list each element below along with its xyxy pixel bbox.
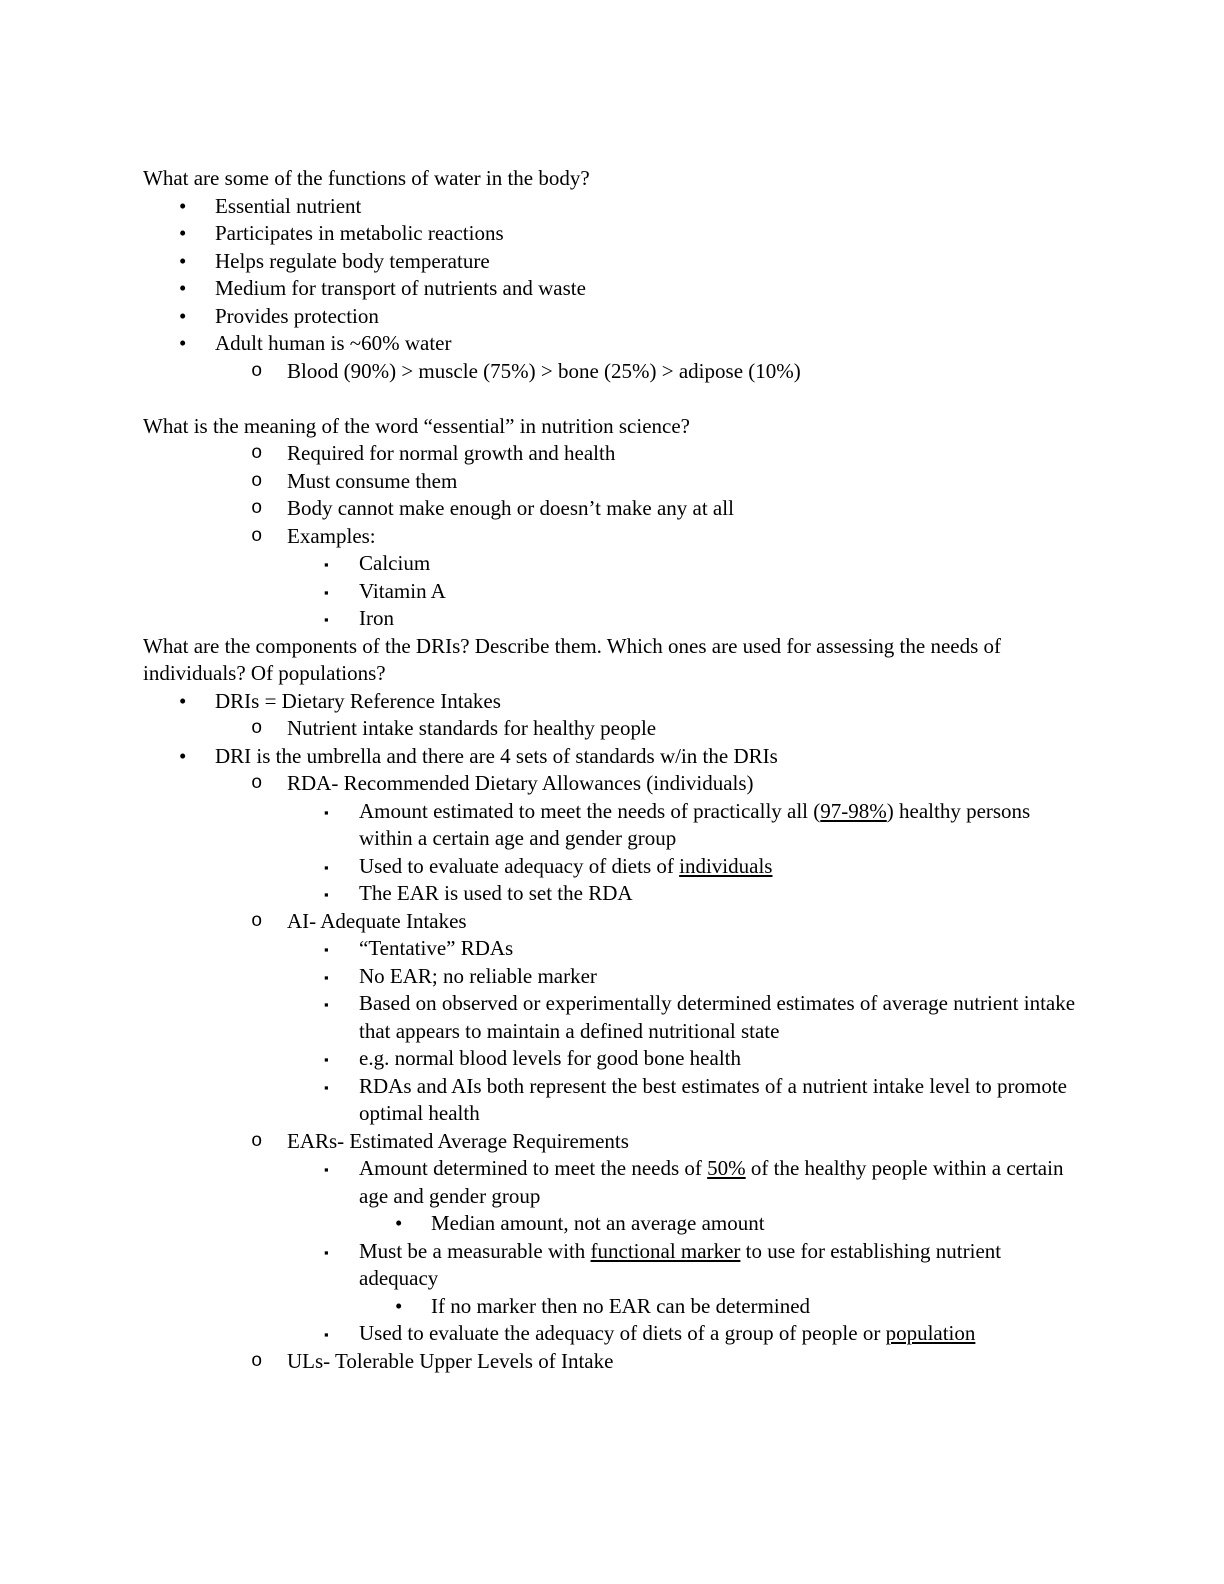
text-segment: ) healthy persons within a certain age and gender group: [359, 798, 1031, 850]
text-segment: Iron: [359, 606, 394, 630]
list-item: [143, 688, 1080, 716]
list-item-text: [143, 166, 590, 190]
underlined-text: population: [885, 1321, 976, 1345]
question-heading: [143, 165, 1080, 193]
underlined-text: individuals: [679, 853, 773, 878]
list-item-text: [287, 1129, 629, 1153]
list-item-text: [431, 1211, 765, 1235]
list-item-text: [215, 304, 379, 328]
list-item: [143, 1128, 1080, 1156]
dot-bullet-icon: •: [179, 303, 187, 328]
dot-bullet-icon: •: [179, 331, 187, 355]
square-bullet-icon: ▪: [324, 887, 329, 902]
list-item: [143, 798, 1080, 853]
text-segment: AI- Adequate Intakes: [287, 908, 467, 933]
list-item: [143, 358, 1080, 386]
text-segment: Vitamin A: [359, 578, 446, 603]
text-segment: DRI is the umbrella and there are 4 sets of standards w/in the DRIs: [215, 743, 778, 768]
dot-bullet-icon: •: [179, 688, 187, 713]
blank-line: [143, 385, 1080, 413]
list-item-text: [287, 771, 754, 795]
list-item-text: [359, 1156, 1063, 1208]
list-item-text: [359, 854, 772, 878]
question-heading: [143, 413, 1080, 441]
list-item: [143, 248, 1080, 276]
list-item-text: [359, 964, 597, 988]
underlined-text: 97-98%: [820, 798, 887, 823]
text-segment: Essential nutrient: [215, 193, 362, 218]
dot-bullet-icon: •: [179, 221, 187, 245]
list-item: [143, 220, 1080, 248]
text-segment: to use for establishing nutrient adequacy: [359, 1238, 1002, 1290]
list-item-text: [359, 1046, 741, 1070]
list-item-text: [359, 881, 633, 905]
circle-o-bullet-icon: o: [251, 772, 263, 794]
square-bullet-icon: ▪: [324, 1244, 329, 1260]
circle-o-bullet-icon: o: [251, 717, 263, 739]
text-segment: Examples:: [287, 523, 376, 548]
text-segment: Medium for transport of nutrients and waste: [215, 276, 586, 300]
dot-bullet-icon: •: [179, 248, 187, 273]
text-segment: Adult human is ~60% water: [215, 331, 452, 355]
question-heading: [143, 633, 1080, 688]
list-item-text: [287, 441, 615, 465]
text-segment: What are the components of the DRIs? Describe them. Which ones are used for assessing the needs of individuals? Of populations?: [143, 633, 1002, 685]
list-item: [143, 330, 1080, 358]
list-item: [143, 963, 1080, 991]
text-segment: Required for normal growth and health: [287, 441, 616, 465]
circle-o-bullet-icon: o: [251, 909, 263, 932]
text-segment: e.g. normal blood levels for good bone health: [359, 1046, 741, 1070]
list-item: [143, 743, 1080, 771]
list-item-text: [359, 579, 446, 603]
text-segment: Used to evaluate the adequacy of diets of a group of people or: [359, 1321, 886, 1345]
text-segment: Provides protection: [215, 303, 379, 328]
list-item: [143, 578, 1080, 606]
list-item: [143, 1073, 1080, 1128]
list-item-text: [359, 1074, 1067, 1126]
list-item: [143, 440, 1080, 468]
list-item: [143, 770, 1080, 798]
list-item: [143, 908, 1080, 936]
circle-o-bullet-icon: o: [251, 524, 263, 547]
square-bullet-icon: ▪: [324, 804, 329, 820]
list-item-text: [359, 1239, 1001, 1291]
list-item: [143, 275, 1080, 303]
list-item-text: [143, 634, 1001, 686]
text-segment: DRIs = Dietary Reference Intakes: [215, 688, 501, 713]
underlined-text: functional marker: [590, 1238, 741, 1263]
circle-o-bullet-icon: o: [251, 1129, 263, 1152]
text-segment: No EAR; no reliable marker: [359, 963, 597, 988]
list-item-text: [359, 551, 430, 575]
text-segment: Median amount, not an average amount: [431, 1211, 765, 1235]
circle-o-bullet-icon: o: [251, 497, 263, 519]
square-bullet-icon: ▪: [324, 997, 329, 1012]
text-segment: The EAR is used to set the RDA: [359, 881, 633, 905]
list-item-text: [215, 276, 586, 300]
list-item: [143, 495, 1080, 523]
text-segment: of the healthy people within a certain age and gender group: [359, 1156, 1064, 1208]
text-segment: Used to evaluate adequacy of diets of: [359, 853, 680, 878]
square-bullet-icon: ▪: [324, 969, 329, 985]
list-item-text: [359, 991, 1075, 1043]
list-item-text: [215, 331, 452, 355]
circle-o-bullet-icon: o: [251, 359, 263, 382]
list-item-text: [359, 799, 1030, 851]
list-item: [143, 1238, 1080, 1293]
text-segment: If no marker then no EAR can be determined: [431, 1293, 811, 1318]
list-item: [143, 1293, 1080, 1321]
list-item-text: [215, 194, 361, 218]
list-item: [143, 523, 1080, 551]
text-segment: RDAs and AIs both represent the best estimates of a nutrient intake level to promote optimal health: [359, 1073, 1067, 1125]
dot-bullet-icon: •: [395, 1211, 403, 1235]
text-segment: Amount determined to meet the needs of: [359, 1156, 708, 1180]
list-item-text: [287, 909, 467, 933]
list-item: [143, 193, 1080, 221]
list-item: [143, 990, 1080, 1045]
text-segment: RDA- Recommended Dietary Allowances (individuals): [287, 771, 754, 795]
list-item: [143, 1045, 1080, 1073]
list-item: [143, 1320, 1080, 1348]
square-bullet-icon: ▪: [324, 942, 329, 957]
text-segment: What is the meaning of the word “essential” in nutrition science?: [143, 413, 690, 438]
circle-o-bullet-icon: o: [251, 442, 263, 464]
text-segment: Amount estimated to meet the needs of practically all (: [359, 798, 821, 823]
list-item: [143, 1348, 1080, 1376]
list-item-text: [359, 1321, 975, 1345]
text-segment: Participates in metabolic reactions: [215, 221, 504, 245]
text-segment: Calcium: [359, 551, 431, 575]
list-item-text: [431, 1294, 810, 1318]
text-segment: Helps regulate body temperature: [215, 248, 490, 273]
text-segment: ULs- Tolerable Upper Levels of Intake: [287, 1348, 614, 1373]
text-segment: Nutrient intake standards for healthy people: [287, 716, 657, 740]
list-item-text: [287, 1349, 613, 1373]
text-segment: “Tentative” RDAs: [359, 936, 514, 960]
text-segment: EARs- Estimated Average Requirements: [287, 1128, 629, 1153]
list-item-text: [215, 744, 778, 768]
list-item-text: [287, 469, 457, 493]
square-bullet-icon: ▪: [324, 1052, 329, 1067]
square-bullet-icon: ▪: [324, 612, 329, 627]
list-item-text: [359, 606, 394, 630]
dot-bullet-icon: •: [179, 276, 187, 300]
list-item: [143, 1155, 1080, 1210]
square-bullet-icon: ▪: [324, 557, 329, 572]
text-segment: Must be a measurable with: [359, 1238, 591, 1263]
list-item-text: [215, 221, 504, 245]
list-item: [143, 935, 1080, 963]
circle-o-bullet-icon: o: [251, 1349, 263, 1372]
list-item: [143, 880, 1080, 908]
dot-bullet-icon: •: [179, 743, 187, 768]
list-item-text: [287, 524, 376, 548]
list-item-text: [215, 689, 501, 713]
list-item: [143, 1210, 1080, 1238]
list-item: [143, 468, 1080, 496]
text-segment: What are some of the functions of water in the body?: [143, 166, 590, 190]
circle-o-bullet-icon: o: [251, 469, 263, 492]
list-item-text: [215, 249, 490, 273]
list-item: [143, 853, 1080, 881]
text-segment: Must consume them: [287, 468, 458, 493]
dot-bullet-icon: •: [179, 193, 187, 218]
list-item-text: [287, 496, 734, 520]
list-item-text: [287, 359, 801, 383]
list-item: [143, 605, 1080, 633]
square-bullet-icon: ▪: [324, 859, 329, 875]
underlined-text: 50%: [707, 1156, 746, 1180]
list-item-text: [143, 414, 690, 438]
square-bullet-icon: ▪: [324, 1327, 329, 1342]
list-item: [143, 715, 1080, 743]
list-item-text: [359, 936, 513, 960]
text-segment: Body cannot make enough or doesn’t make any at all: [287, 496, 734, 520]
square-bullet-icon: ▪: [324, 1079, 329, 1095]
list-item-text: [287, 716, 656, 740]
square-bullet-icon: ▪: [324, 1162, 329, 1177]
square-bullet-icon: ▪: [324, 584, 329, 600]
list-item: [143, 303, 1080, 331]
text-segment: Based on observed or experimentally determined estimates of average nutrient intake that appears to maintain a defined nutritional state: [359, 991, 1076, 1043]
dot-bullet-icon: •: [395, 1293, 403, 1318]
list-item: [143, 550, 1080, 578]
text-segment: Blood (90%) > muscle (75%) > bone (25%) > adipose (10%): [287, 358, 801, 383]
